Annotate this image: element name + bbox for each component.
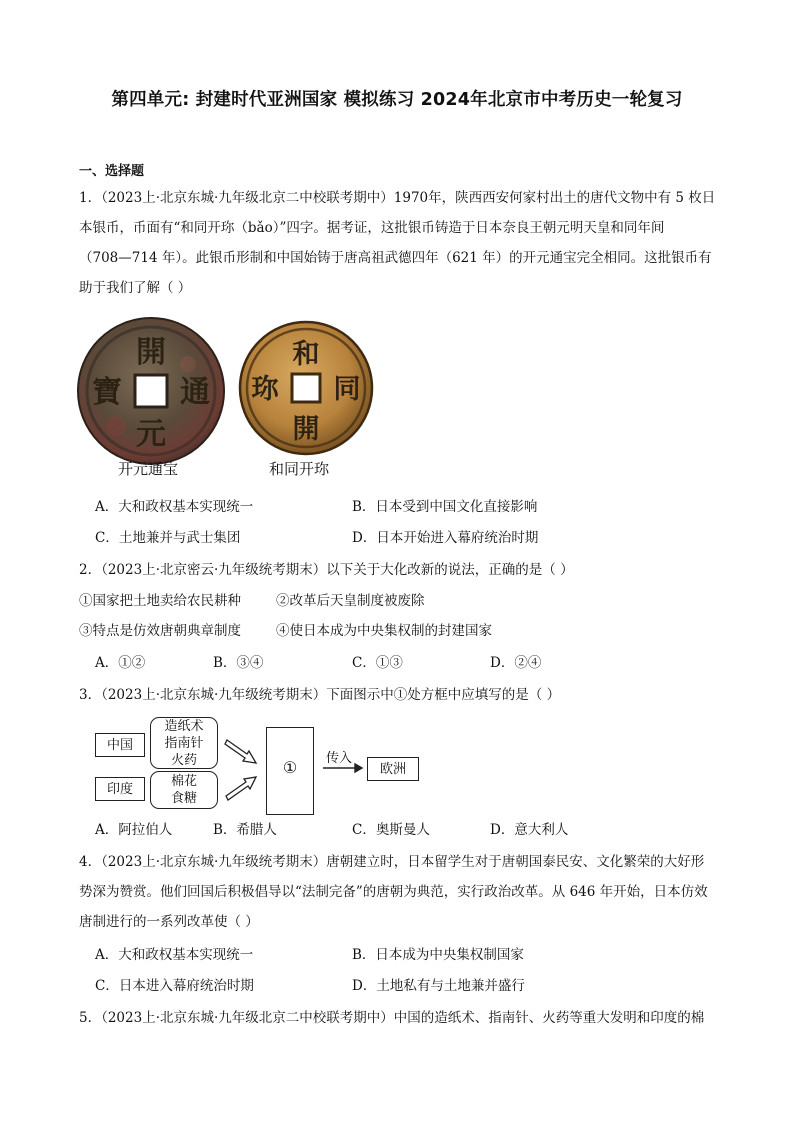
- q3-option-b[interactable]: B．希腊人: [213, 822, 277, 838]
- arrow-up-right-icon: [226, 777, 256, 800]
- arrow-down-right-icon: [225, 740, 256, 763]
- q2-item-2: ②改革后天皇制度被废除: [276, 593, 425, 609]
- invention-gunpowder: 火药: [170, 752, 197, 768]
- q2-option-a[interactable]: A．①②: [95, 655, 146, 671]
- coin1-char-right: 通: [180, 375, 210, 410]
- kaiyuan-coin-image: [76, 316, 226, 466]
- diagram-box-inventions: [150, 717, 218, 769]
- q2-option-b[interactable]: B．③④: [213, 655, 264, 671]
- q2-option-d[interactable]: D．②④: [490, 655, 542, 671]
- diagram-box-goods: [150, 771, 218, 809]
- coin2-char-left: 珎: [251, 374, 279, 405]
- q1-option-a[interactable]: A．大和政权基本实现统一: [95, 499, 254, 515]
- q3-option-a[interactable]: A．阿拉伯人: [95, 822, 173, 838]
- coin2-char-right: 同: [333, 374, 361, 405]
- coin1-label: 开元通宝: [118, 460, 179, 478]
- q1-option-c[interactable]: C．土地兼并与武士集团: [95, 530, 241, 546]
- q3-option-c[interactable]: C．奥斯曼人: [352, 822, 430, 838]
- diagram-box-india: 印度: [95, 777, 145, 801]
- coin1-char-bottom: 元: [136, 417, 166, 452]
- q1-line-2: 本银币，币面有“和同开珎（bǎo）”四字。据考证，这批银币铸造于日本奈良王朝元明天皇和同年间: [79, 220, 665, 236]
- invention-compass: 指南针: [164, 735, 204, 751]
- coin1-char-top: 開: [136, 335, 166, 370]
- goods-sugar: 食糖: [170, 791, 197, 806]
- q2-option-c[interactable]: C．①③: [352, 655, 403, 671]
- q4-line-1: 4．（2023上·北京东城·九年级统考期末）唐朝建立时，日本留学生对于唐朝国泰民安、文化繁荣的大好形: [79, 854, 705, 870]
- section-heading: 一、选择题: [79, 164, 145, 179]
- q2-item-1: ①国家把土地卖给农民耕种: [79, 593, 241, 609]
- q2-item-4: ④使日本成为中央集权制的封建国家: [276, 623, 492, 639]
- diagram-box-blank: [266, 727, 314, 815]
- invention-paper: 造纸术: [164, 718, 204, 734]
- q4-option-b[interactable]: B．日本成为中央集权制国家: [352, 947, 524, 963]
- q3-stem: 3．（2023上·北京东城·九年级统考期末）下面图示中①处方框中应填写的是（ ）: [79, 687, 561, 703]
- q1-option-d[interactable]: D．日本开始进入幕府统治时期: [352, 530, 539, 546]
- wadou-coin-image: [237, 316, 375, 456]
- q2-item-3: ③特点是仿效唐朝典章制度: [79, 623, 241, 639]
- q1-line-4: 助于我们了解（ ）: [79, 280, 192, 296]
- q4-line-3: 唐制进行的一系列改革使（ ）: [79, 914, 259, 930]
- goods-cotton: 棉花: [170, 774, 197, 789]
- diagram-box-europe: 欧洲: [367, 757, 419, 781]
- coin2-char-bottom: 開: [292, 414, 320, 445]
- q4-line-2: 势深为赞赏。他们回国后积极倡导以“法制完备”的唐朝为典范，实行政治改革。从 646 年开始，日本仿效: [79, 884, 708, 900]
- q1-line-3: （708—714 年）。此银币形制和中国始铸于唐高祖武德四年（621 年）的开元通宝完全相同。这批银币有: [79, 250, 712, 266]
- diagram-arrow-label: 传入: [326, 751, 353, 766]
- coin2-label: 和同开珎: [269, 460, 330, 478]
- coin1-char-left: 寶: [92, 375, 122, 410]
- q1-option-b[interactable]: B．日本受到中国文化直接影响: [352, 499, 538, 515]
- page-title: 第四单元: 封建时代亚洲国家 模拟练习 2024年北京市中考历史一轮复习: [111, 90, 683, 110]
- q4-option-c[interactable]: C．日本进入幕府统治时期: [95, 978, 254, 994]
- q1-line-1: 1．（2023上·北京东城·九年级北京二中校联考期中）1970年，陕西西安何家村出土的唐代文物中有 5 枚日: [79, 190, 716, 206]
- diagram-box-china: 中国: [95, 733, 145, 757]
- q3-option-d[interactable]: D．意大利人: [490, 822, 569, 838]
- q2-stem: 2．（2023上·北京密云·九年级统考期末）以下关于大化改新的说法，正确的是（ ）: [79, 562, 574, 578]
- q5-line-1: 5．（2023上·北京东城·九年级北京二中校联考期中）中国的造纸术、指南针、火药等重大发明和印度的棉: [79, 1010, 705, 1026]
- arrow-right-icon: [355, 764, 362, 772]
- diagram-blank-marker: ①: [282, 758, 298, 777]
- q4-option-d[interactable]: D．土地私有与土地兼并盛行: [352, 978, 525, 994]
- q4-option-a[interactable]: A．大和政权基本实现统一: [95, 947, 254, 963]
- coin2-char-top: 和: [292, 339, 320, 370]
